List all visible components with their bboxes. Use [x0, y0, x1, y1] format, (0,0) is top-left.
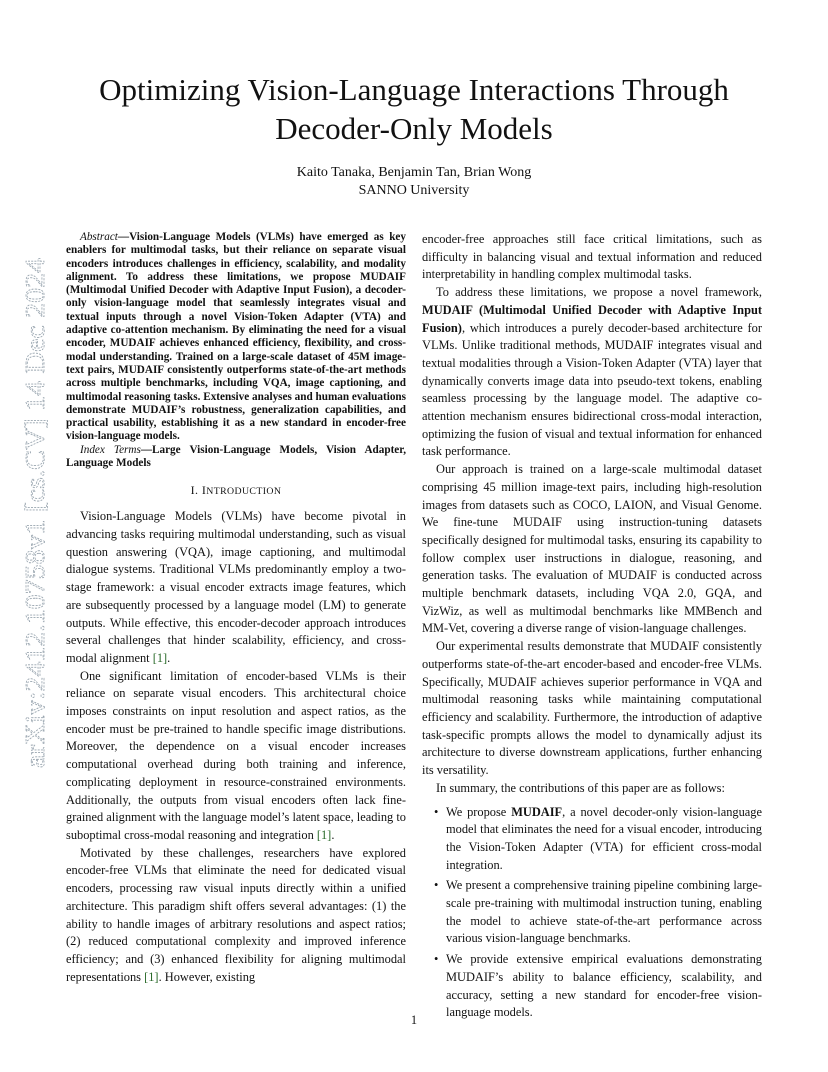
citation-link[interactable]: [1] [144, 969, 159, 984]
title-line-2: Decoder-Only Models [275, 111, 553, 146]
arxiv-stamp [18, 252, 54, 772]
section-cap: I [201, 483, 207, 498]
affiliation: SANNO University [358, 183, 470, 198]
list-item [422, 804, 762, 875]
list-item-text: We propose [446, 804, 512, 819]
model-name-bold: MUDAIF [511, 804, 563, 819]
model-name-bold: MUDAIF (Multimodal Unified Decoder with Adaptive Input Fusion) [422, 302, 762, 335]
citation-link[interactable]: [1] [316, 828, 332, 842]
intro-paragraph-7: In summary, the contributions of this paper are as follows: [436, 780, 725, 795]
authors: Kaito Tanaka, Benjamin Tan, Brian Wong [296, 165, 532, 180]
section-numeral: I. [190, 483, 199, 498]
abstract-text: —Vision-Language Models (VLMs) have emerged as key enablers for multimodal tasks, but their reliance on separate visual encoders introduces challenges in efficiency, scalability, and modality alignment. To address these limitations, we propose MUDAIF (Multimodal Unified Decoder with Adaptive Input Fusion), a decoder-only vision-language model that seamlessly integrates visual and textual inputs through a novel Vision-Token Adapter (VTA) and adaptive co-attention mechanism. By eliminating the need for a visual encoder, MUDAIF achieves enhanced efficiency, flexibility, and cross-modal understanding. Trained on a large-scale dataset of 45M image-text pairs, MUDAIF consistently outperforms state-of-the-art methods across multiple benchmarks, including VQA, image captioning, and multimodal reasoning tasks. Extensive analyses and human evaluations demonstrate MUDAIF’s robustness, generalization capabilities, and practical usability, establishing it as a new standard in encoder-free vision-language models. [66, 231, 406, 443]
index-terms-text: —Large Vision-Language Models, Vision Adapter, Language Models [66, 443, 406, 470]
period: . [331, 828, 335, 842]
section-title-rest: NTRODUCTION [206, 486, 282, 498]
index-terms [66, 444, 406, 471]
paragraph-text: Vision-Language Models (VLMs) have become pivotal in advancing tasks requiring multimodal understanding, such as visual question answering (VQA), image captioning, and multimodal dialogue systems. Traditional VLMs predominantly employ a two-stage framework: a visual encoder extracts image features, which are subsequently processed by a language model (LM) to generate outputs. While effective, this encoder-decoder approach introduces several challenges that hinder scalability, efficiency, and cross-modal alignment [66, 509, 406, 665]
paragraph-text: One significant limitation of encoder-based VLMs is their reliance on separate visual encoders. This architectural choice imposes constraints on input resolution and aspect ratios, as the encoder must be pre-trained to handle specific image distributions. Moreover, the dependence on a visual encoder increases computational overhead during both training and inference, complicating deployment in resource-constrained environments. Additionally, the outputs from visual encoders often lack fine-grained alignment with the language model’s latent space, leading to suboptimal cross-modal reasoning and integration [66, 668, 406, 842]
page-number: 1 [410, 1013, 418, 1027]
paragraph-text: . However, existing [158, 969, 256, 984]
intro-paragraph-6: Our experimental results demonstrate that MUDAIF consistently outperforms state-of-the-art encoder-based and encoder-free VLMs. Specifically, MUDAIF achieves superior performance in VQA and multimodal reasoning tasks while maintaining computational efficiency and scalability. Furthermore, the introduction of adaptive task-specific prompts allows the model to dynamically adjust its architecture to diverse downstream applications, further enhancing its versatility. [422, 639, 762, 778]
paper-title [40, 70, 788, 148]
list-item: • We provide extensive empirical evaluations demonstrating MUDAIF’s ability to balance efficiency, scalability, and accuracy, setting a new standard for encoder-free vision-language models. [422, 951, 762, 1022]
intro-paragraph-1 [66, 508, 406, 667]
paragraph-text: Motivated by these challenges, researchers have explored encoder-free VLMs that eliminate the need for dedicated visual encoders, processing raw visual inputs directly within a unified architecture. This paradigm shift offers several advantages: (1) the ability to handle images of arbitrary resolutions and aspect ratios; (2) reduced computational complexity and improved inference efficiency; and (3) enhanced flexibility for aligning multimodal representations [66, 845, 406, 984]
left-column [66, 231, 406, 986]
list-item: • We present a comprehensive training pipeline combining large-scale pre-training with multimodal instruction tuning, enabling the model to achieve state-of-the-art performance across various vision-language benchmarks. [422, 877, 762, 948]
intro-paragraph-3 [66, 845, 406, 987]
citation-link[interactable]: [1] [152, 650, 168, 665]
intro-paragraph-5: Our approach is trained on a large-scale multimodal dataset comprising 45 million image-text pairs, including high-resolution images from datasets such as COCO, LAION, and Visual Genome. We fine-tune MUDAIF using instruction-tuning datasets specifically designed for multimodal tasks, ensuring its capability to follow complex user instructions in dialogue, reasoning, and generation tasks. The evaluation of MUDAIF is conducted across multiple benchmark datasets, including VQA 2.0, GQA, and VizWiz, as well as multimodal benchmarks like MMBench and MM-Vet, covering a diverse range of vision-language challenges. [422, 462, 762, 636]
title-line-1: Optimizing Vision-Language Interactions Through [99, 72, 729, 107]
paragraph-text: , which introduces a purely decoder-based architecture for VLMs. Unlike traditional methods, MUDAIF integrates visual and textual modalities through a Vision-Token Adapter (VTA) layer that dynamically converts image data into pseudo-text tokens, enabling seamless processing by the language model. The adaptive co-attention mechanism ensures bidirectional cross-modal interaction, optimizing the fusion of visual and textual information for enhanced task performance. [422, 320, 762, 459]
intro-paragraph-4 [422, 284, 762, 461]
index-terms-lead: Index Terms [80, 443, 141, 456]
author-block [40, 164, 788, 200]
right-column [422, 231, 762, 1025]
section-heading-introduction [66, 483, 406, 499]
intro-paragraph-2 [66, 668, 406, 845]
paragraph-text: To address these limitations, we propose a novel framework, [436, 285, 762, 300]
arxiv-stamp-text: arXiv:2412.10758v1 [cs.CV] 14 Dec 2024 [20, 307, 50, 768]
period: . [167, 650, 171, 665]
contributions-list [422, 804, 762, 1022]
list-item-text: , a novel decoder-only vision-language model that eliminates the need for a visual encoder, introducing the Vision-Token Adapter (VTA) for efficient cross-modal integration. [446, 804, 762, 872]
abstract-lead: Abstract [80, 231, 118, 243]
intro-paragraph-3-continued: encoder-free approaches still face critical limitations, such as difficulty in balancing visual and textual information and reduced interpretability in handling complex multimodal tasks. [422, 232, 762, 282]
abstract [66, 231, 406, 444]
